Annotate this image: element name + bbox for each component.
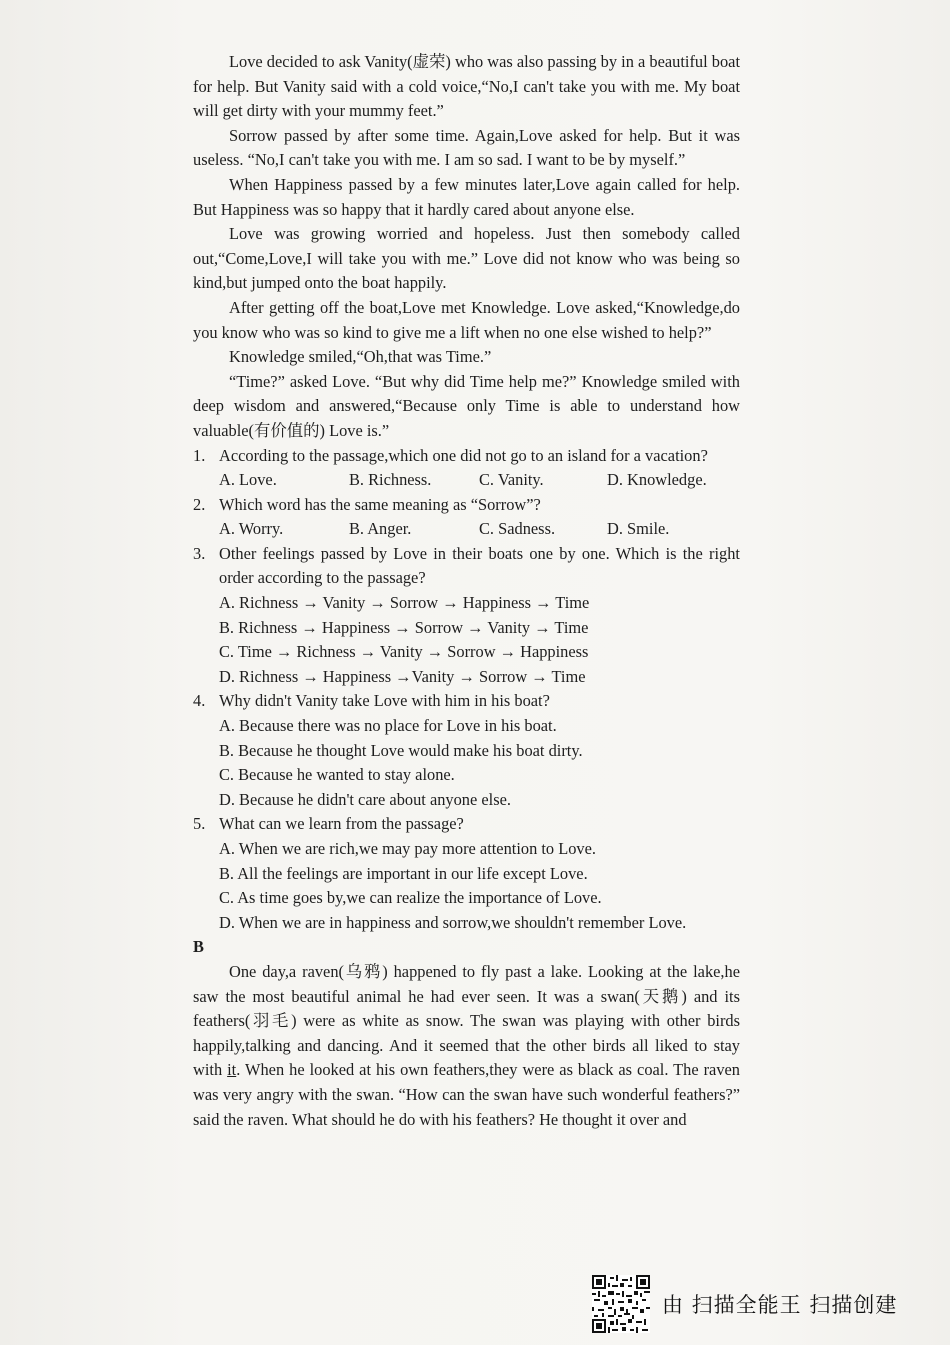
option-b: B. Richness → Happiness → Sorrow → Vanity → Time [219, 617, 589, 637]
option-b: B. Anger. [349, 519, 412, 539]
passage-a-paragraph-7: “Time?” asked Love. “But why did Time help me?” Knowledge smiled with deep wisdom and answered,“Because only Time is able to understand how valuable(有价值的) Love is.” [193, 371, 740, 440]
passage-a-paragraph-3: When Happiness passed by a few minutes later,Love again called for help. But Happiness was so happy that it hardly cared about anyone else. [193, 174, 740, 219]
option-a: A. Love. [219, 470, 277, 490]
question-2 [193, 493, 740, 542]
option-b: B. Because he thought Love would make his boat dirty. [219, 740, 583, 760]
option-b: B. Richness. [349, 470, 432, 490]
option-d: D. Knowledge. [607, 470, 707, 490]
question-5 [193, 812, 740, 935]
option-d: D. When we are in happiness and sorrow,we shouldn't remember Love. [219, 912, 687, 932]
option-a: A. Worry. [219, 519, 284, 539]
option-c: C. Sadness. [479, 519, 556, 539]
option-b: B. All the feelings are important in our life except Love. [219, 863, 588, 883]
question-1 [193, 444, 740, 493]
question-4 [193, 689, 740, 812]
passage-a-paragraph-5: After getting off the boat,Love met Knowledge. Love asked,“Knowledge,do you know who was so kind to give me a lift when no one else wished to help?” [193, 297, 740, 342]
passage-b-text-2: . When he looked at his own feathers,they were as black as coal. The raven was very angry with the swan. “How can the swan have such wonderful feathers?” said the raven. What should he do with his feathers? He thought it over and [193, 1060, 740, 1129]
option-c: C. Because he wanted to stay alone. [219, 765, 455, 785]
question-number: 5. [193, 814, 206, 834]
question-text: Why didn't Vanity take Love with him in his boat? [219, 691, 550, 711]
qr-code-icon [592, 1275, 650, 1333]
option-c: C. Vanity. [479, 470, 544, 490]
passage-b-underlined-word: it [227, 1060, 237, 1080]
passage-a-paragraph-1: Love decided to ask Vanity(虚荣) who was also passing by in a beautiful boat for help. But Vanity said with a cold voice,“No,I can't take you with me. My boat will get dirty with your mummy feet.” [193, 52, 740, 121]
passage-a-paragraph-4: Love was growing worried and hopeless. Just then somebody called out,“Come,Love,I will take you with me.” Love did not know who was being so kind,but jumped onto the boat happily. [193, 224, 740, 293]
question-number: 4. [193, 691, 206, 711]
question-text: Which word has the same meaning as “Sorrow”? [219, 494, 541, 514]
passage-a-paragraph-6: Knowledge smiled,“Oh,that was Time.” [229, 347, 492, 367]
question-text: Other feelings passed by Love in their boats one by one. Which is the right order according to the passage? [219, 543, 740, 588]
section-b-heading: B [193, 937, 204, 957]
question-number: 1. [193, 445, 206, 465]
question-number: 3. [193, 543, 206, 563]
option-a: A. Richness → Vanity → Sorrow → Happiness → Time [219, 593, 590, 613]
question-text: What can we learn from the passage? [219, 814, 464, 834]
option-a: A. Because there was no place for Love in his boat. [219, 716, 557, 736]
option-d: D. Smile. [607, 519, 670, 539]
option-c: C. Time → Richness → Vanity → Sorrow → Happiness [219, 642, 589, 662]
question-text: According to the passage,which one did not go to an island for a vacation? [219, 445, 708, 465]
passage-a-paragraph-2: Sorrow passed by after some time. Again,Love asked for help. But it was useless. “No,I can't take you with me. I am so sad. I want to be by myself.” [193, 125, 740, 170]
options-row [193, 517, 740, 542]
option-c: C. As time goes by,we can realize the importance of Love. [219, 888, 602, 908]
option-d: D. Richness → Happiness →Vanity → Sorrow → Time [219, 666, 586, 686]
option-a: A. When we are rich,we may pay more attention to Love. [219, 839, 597, 858]
passage-b-paragraph [193, 960, 740, 1132]
passage-b-text-1: One day,a raven(乌鸦) happened to fly past a lake. Looking at the lake,he saw the most beautiful animal he had ever seen. It was a swan(天鹅) and its feathers(羽毛) were as white as snow. The swan was playing with other birds happily,talking and dancing. And it seemed that the other birds all liked to stay with [193, 961, 740, 1080]
worksheet-content [193, 50, 740, 1132]
options-row [193, 468, 740, 493]
scanner-watermark [592, 1274, 932, 1334]
question-3 [193, 542, 740, 690]
question-number: 2. [193, 494, 206, 514]
scanner-credit-text: 由 扫描全能王 扫描创建 [662, 1293, 898, 1317]
option-d: D. Because he didn't care about anyone else. [219, 789, 511, 809]
